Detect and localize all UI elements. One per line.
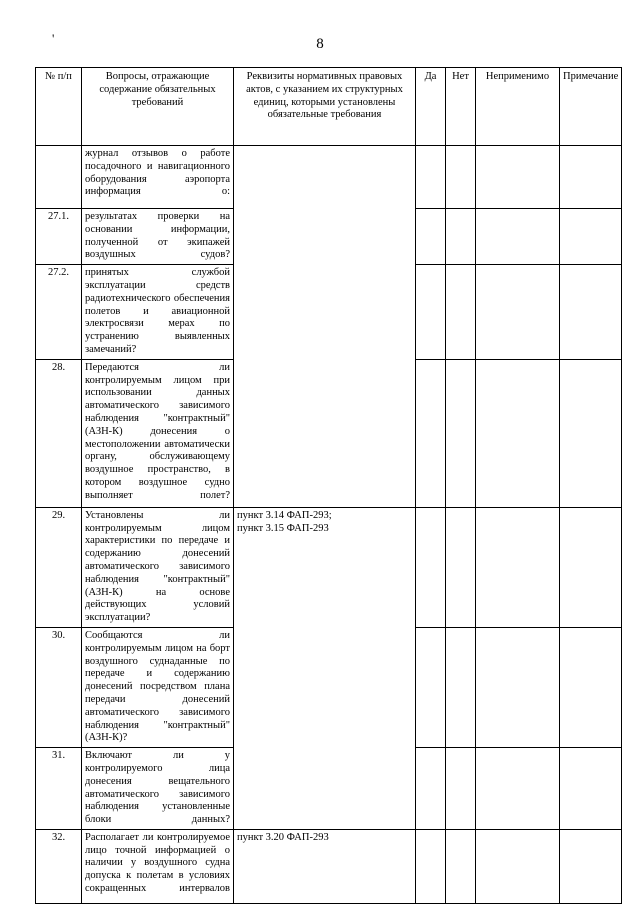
cell-yes[interactable] bbox=[416, 627, 446, 747]
cell-no[interactable] bbox=[446, 748, 476, 830]
row-question: Включают ли у контролируемого лица донесения вещательного автоматического зависимого наблюдения установленные блоки данных? bbox=[82, 748, 234, 830]
row-question: результатах проверки на основании информации, полученной от экипажей воздушных судов? bbox=[82, 209, 234, 265]
cell-yes[interactable] bbox=[416, 359, 446, 507]
header-requisites: Реквизиты нормативных правовых актов, с указанием их структурных единиц, которыми установлены обязательные требования bbox=[234, 68, 416, 146]
table-row bbox=[36, 146, 622, 209]
header-no: Нет bbox=[446, 68, 476, 146]
table-row bbox=[36, 507, 622, 627]
row-question: журнал отзывов о работе посадочного и навигационного оборудования аэропорта информация о: bbox=[82, 146, 234, 209]
cell-note[interactable] bbox=[560, 265, 622, 360]
header-na: Неприменимо bbox=[476, 68, 560, 146]
row-question: Установлены ли контролируемым лицом характеристики по передаче и содержанию донесений автоматического зависимого наблюдения "контрактный" (АЗН-К) на основе действующих условий эксплуатации? bbox=[82, 507, 234, 627]
cell-yes[interactable] bbox=[416, 146, 446, 209]
row-num: 28. bbox=[36, 359, 82, 507]
cell-no[interactable] bbox=[446, 265, 476, 360]
row-question: Передаются ли контролируемым лицом при использовании данных автоматического зависимого наблюдения "контрактный" (АЗН-К) донесения о местоположении автоматически органу, обслуживающему воздушное пространство, в котором воздушное судно выполняет полет? bbox=[82, 359, 234, 507]
cell-note[interactable] bbox=[560, 627, 622, 747]
row-num: 27.1. bbox=[36, 209, 82, 265]
row-num: 32. bbox=[36, 829, 82, 903]
cell-na[interactable] bbox=[476, 748, 560, 830]
cell-yes[interactable] bbox=[416, 829, 446, 903]
cell-na[interactable] bbox=[476, 209, 560, 265]
row-question: принятых службой эксплуатации средств радиотехнического обеспечения полетов и авиационной электросвязи мерах по устранению выявленных замечаний? bbox=[82, 265, 234, 360]
row-requisites: пункт 3.14 ФАП-293; пункт 3.15 ФАП-293 bbox=[234, 507, 416, 829]
page-number: 8 bbox=[316, 36, 324, 52]
cell-note[interactable] bbox=[560, 507, 622, 627]
row-num: 27.2. bbox=[36, 265, 82, 360]
header-note: Примечание bbox=[560, 68, 622, 146]
row-num: 30. bbox=[36, 627, 82, 747]
cell-note[interactable] bbox=[560, 748, 622, 830]
cell-na[interactable] bbox=[476, 146, 560, 209]
header-question: Вопросы, отражающие содержание обязательных требований bbox=[82, 68, 234, 146]
header-row bbox=[36, 68, 622, 146]
row-num bbox=[36, 146, 82, 209]
row-requisites bbox=[234, 146, 416, 508]
checklist-table bbox=[35, 67, 622, 904]
header-yes: Да bbox=[416, 68, 446, 146]
cell-no[interactable] bbox=[446, 209, 476, 265]
cell-note[interactable] bbox=[560, 829, 622, 903]
cell-na[interactable] bbox=[476, 265, 560, 360]
cell-na[interactable] bbox=[476, 359, 560, 507]
row-question: Сообщаются ли контролируемым лицом на борт воздушного суднаданные по передаче и содержанию донесений посредством плана передачи донесений автоматического зависимого наблюдения "контрактный" (АЗН-К)? bbox=[82, 627, 234, 747]
cell-na[interactable] bbox=[476, 829, 560, 903]
cell-yes[interactable] bbox=[416, 265, 446, 360]
cell-no[interactable] bbox=[446, 829, 476, 903]
cell-no[interactable] bbox=[446, 627, 476, 747]
page-mark: ' bbox=[52, 31, 55, 46]
cell-note[interactable] bbox=[560, 359, 622, 507]
row-num: 29. bbox=[36, 507, 82, 627]
cell-yes[interactable] bbox=[416, 209, 446, 265]
cell-yes[interactable] bbox=[416, 507, 446, 627]
row-question: Располагает ли контролируемое лицо точной информацией о наличии у воздушного судна допуска к полетам в условиях сокращенных интервалов bbox=[82, 829, 234, 903]
cell-note[interactable] bbox=[560, 209, 622, 265]
cell-note[interactable] bbox=[560, 146, 622, 209]
cell-no[interactable] bbox=[446, 359, 476, 507]
header-num: № п/п bbox=[36, 68, 82, 146]
row-requisites: пункт 3.20 ФАП-293 bbox=[234, 829, 416, 903]
cell-no[interactable] bbox=[446, 507, 476, 627]
cell-no[interactable] bbox=[446, 146, 476, 209]
cell-na[interactable] bbox=[476, 627, 560, 747]
row-num: 31. bbox=[36, 748, 82, 830]
table-row bbox=[36, 829, 622, 903]
cell-na[interactable] bbox=[476, 507, 560, 627]
cell-yes[interactable] bbox=[416, 748, 446, 830]
